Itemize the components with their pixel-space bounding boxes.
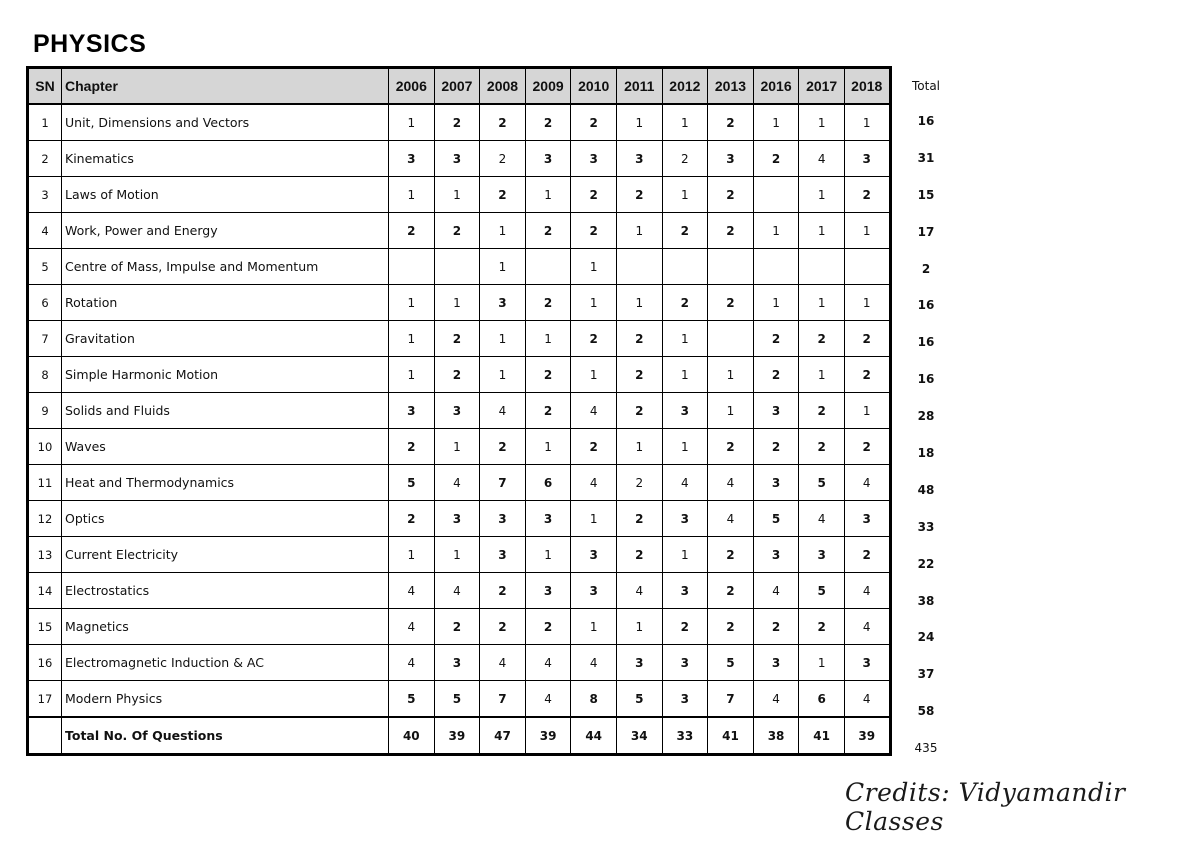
row-year-count: 1 <box>389 104 435 141</box>
total-row-year-count: 39 <box>844 717 890 755</box>
row-year-count: 4 <box>434 465 480 501</box>
total-row-year-count: 38 <box>753 717 799 755</box>
table-row <box>28 681 891 718</box>
row-year-count: 2 <box>480 429 526 465</box>
row-year-count: 1 <box>525 177 571 213</box>
row-year-count: 5 <box>799 573 845 609</box>
row-year-count: 2 <box>616 393 662 429</box>
row-year-count: 3 <box>662 573 708 609</box>
row-year-count: 3 <box>525 573 571 609</box>
row-year-count: 3 <box>434 141 480 177</box>
row-year-count: 1 <box>844 285 890 321</box>
row-year-count: 1 <box>571 285 617 321</box>
total-row-year-count: 39 <box>525 717 571 755</box>
row-year-count: 2 <box>662 609 708 645</box>
row-year-count: 2 <box>844 537 890 573</box>
row-year-count: 2 <box>571 177 617 213</box>
row-year-count: 1 <box>799 177 845 213</box>
row-chapter: Kinematics <box>62 141 389 177</box>
row-sn: 10 <box>28 429 62 465</box>
row-chapter: Work, Power and Energy <box>62 213 389 249</box>
row-year-count: 1 <box>844 393 890 429</box>
row-year-count: 3 <box>480 285 526 321</box>
row-year-count: 2 <box>753 141 799 177</box>
row-year-count: 1 <box>389 285 435 321</box>
header-year: 2007 <box>434 68 480 105</box>
row-year-count: 1 <box>571 249 617 285</box>
row-year-count: 3 <box>389 141 435 177</box>
row-year-count: 1 <box>799 285 845 321</box>
row-year-count: 1 <box>662 104 708 141</box>
total-row-year-count: 47 <box>480 717 526 755</box>
table-row <box>28 104 891 141</box>
row-year-count: 4 <box>389 645 435 681</box>
row-year-count: 2 <box>480 609 526 645</box>
row-sn: 11 <box>28 465 62 501</box>
row-year-count: 1 <box>434 177 480 213</box>
row-year-count: 5 <box>434 681 480 718</box>
row-chapter: Heat and Thermodynamics <box>62 465 389 501</box>
total-row <box>28 717 891 755</box>
row-year-count: 2 <box>389 501 435 537</box>
row-year-count: 4 <box>525 645 571 681</box>
row-year-count: 1 <box>799 104 845 141</box>
header-year: 2009 <box>525 68 571 105</box>
row-year-count: 1 <box>662 321 708 357</box>
row-year-count: 2 <box>389 429 435 465</box>
row-year-count: 2 <box>434 213 480 249</box>
row-year-count: 1 <box>662 357 708 393</box>
row-total: 2 <box>921 261 931 276</box>
row-sn: 14 <box>28 573 62 609</box>
table-row <box>28 321 891 357</box>
row-year-count: 3 <box>389 393 435 429</box>
row-year-count: 2 <box>571 213 617 249</box>
row-total: 17 <box>917 224 935 239</box>
row-sn: 17 <box>28 681 62 718</box>
row-year-count: 2 <box>616 357 662 393</box>
table-body <box>28 104 891 755</box>
total-row-year-count: 44 <box>571 717 617 755</box>
row-year-count <box>753 177 799 213</box>
row-year-count: 4 <box>525 681 571 718</box>
header-year: 2018 <box>844 68 890 105</box>
row-year-count: 1 <box>480 357 526 393</box>
row-total: 16 <box>917 372 935 387</box>
row-sn: 12 <box>28 501 62 537</box>
table-row <box>28 357 891 393</box>
row-total: 31 <box>917 150 935 165</box>
row-year-count: 3 <box>708 141 754 177</box>
row-year-count: 1 <box>708 393 754 429</box>
table-row <box>28 609 891 645</box>
row-year-count: 5 <box>389 465 435 501</box>
row-year-count <box>844 249 890 285</box>
totals-column <box>896 69 956 767</box>
row-year-count: 5 <box>616 681 662 718</box>
row-year-count: 2 <box>480 573 526 609</box>
total-row-year-count: 39 <box>434 717 480 755</box>
row-year-count: 1 <box>571 357 617 393</box>
row-year-count: 7 <box>480 465 526 501</box>
row-year-count: 2 <box>844 429 890 465</box>
row-year-count: 1 <box>616 285 662 321</box>
row-year-count: 2 <box>662 141 708 177</box>
row-year-count: 1 <box>753 104 799 141</box>
row-year-count: 1 <box>799 213 845 249</box>
row-year-count: 4 <box>708 501 754 537</box>
row-year-count: 1 <box>662 177 708 213</box>
row-year-count: 4 <box>799 501 845 537</box>
table-row <box>28 141 891 177</box>
row-year-count <box>753 249 799 285</box>
total-row-year-count: 34 <box>616 717 662 755</box>
row-year-count <box>389 249 435 285</box>
row-year-count: 1 <box>799 357 845 393</box>
row-year-count <box>525 249 571 285</box>
row-sn: 9 <box>28 393 62 429</box>
row-year-count: 2 <box>708 429 754 465</box>
row-chapter: Centre of Mass, Impulse and Momentum <box>62 249 389 285</box>
row-year-count: 3 <box>753 465 799 501</box>
row-total: 18 <box>917 446 935 461</box>
row-year-count: 4 <box>844 465 890 501</box>
table-row <box>28 501 891 537</box>
row-total: 24 <box>917 630 935 645</box>
row-year-count: 4 <box>389 573 435 609</box>
row-year-count: 3 <box>480 501 526 537</box>
row-year-count: 3 <box>571 141 617 177</box>
row-year-count: 3 <box>434 645 480 681</box>
row-year-count: 4 <box>571 393 617 429</box>
row-year-count: 2 <box>616 177 662 213</box>
row-year-count: 2 <box>753 357 799 393</box>
table-row <box>28 177 891 213</box>
row-year-count <box>708 321 754 357</box>
row-year-count: 4 <box>844 681 890 718</box>
row-year-count: 2 <box>844 177 890 213</box>
row-chapter: Laws of Motion <box>62 177 389 213</box>
row-year-count: 3 <box>844 501 890 537</box>
row-sn: 6 <box>28 285 62 321</box>
row-year-count: 1 <box>571 501 617 537</box>
row-year-count: 1 <box>434 537 480 573</box>
row-total: 37 <box>917 667 935 682</box>
row-year-count: 1 <box>389 357 435 393</box>
total-row-year-count: 41 <box>708 717 754 755</box>
row-year-count: 1 <box>480 213 526 249</box>
total-row-sn <box>28 717 62 755</box>
row-year-count: 1 <box>480 321 526 357</box>
table-header-row <box>28 68 891 105</box>
row-year-count: 4 <box>434 573 480 609</box>
row-chapter: Optics <box>62 501 389 537</box>
row-sn: 16 <box>28 645 62 681</box>
row-year-count: 2 <box>525 609 571 645</box>
row-year-count: 1 <box>616 104 662 141</box>
header-sn: SN <box>28 68 62 105</box>
row-total: 33 <box>917 519 935 534</box>
row-year-count: 7 <box>708 681 754 718</box>
row-year-count: 4 <box>480 393 526 429</box>
row-year-count: 1 <box>662 429 708 465</box>
row-chapter: Unit, Dimensions and Vectors <box>62 104 389 141</box>
row-year-count: 1 <box>389 177 435 213</box>
row-year-count: 2 <box>753 429 799 465</box>
header-year: 2011 <box>616 68 662 105</box>
row-year-count: 3 <box>662 393 708 429</box>
row-year-count: 2 <box>616 321 662 357</box>
header-year: 2006 <box>389 68 435 105</box>
row-year-count: 2 <box>480 141 526 177</box>
table-row <box>28 465 891 501</box>
row-total: 15 <box>917 187 935 202</box>
table-row <box>28 249 891 285</box>
table-row <box>28 429 891 465</box>
row-year-count: 4 <box>389 609 435 645</box>
row-year-count: 1 <box>434 285 480 321</box>
row-chapter: Modern Physics <box>62 681 389 718</box>
row-year-count: 2 <box>662 285 708 321</box>
row-year-count: 2 <box>708 573 754 609</box>
row-year-count: 2 <box>708 104 754 141</box>
row-sn: 4 <box>28 213 62 249</box>
row-year-count: 1 <box>525 429 571 465</box>
row-year-count: 2 <box>799 609 845 645</box>
row-year-count: 2 <box>799 393 845 429</box>
row-total: 16 <box>917 114 935 128</box>
row-chapter: Electromagnetic Induction & AC <box>62 645 389 681</box>
row-total: 58 <box>917 704 935 719</box>
row-year-count: 3 <box>753 645 799 681</box>
row-year-count: 2 <box>434 321 480 357</box>
row-year-count: 1 <box>844 104 890 141</box>
row-sn: 8 <box>28 357 62 393</box>
total-row-year-count: 40 <box>389 717 435 755</box>
row-year-count: 5 <box>708 645 754 681</box>
row-year-count: 3 <box>616 141 662 177</box>
row-year-count: 1 <box>571 609 617 645</box>
row-year-count: 4 <box>708 465 754 501</box>
row-year-count: 1 <box>616 213 662 249</box>
row-year-count: 3 <box>662 645 708 681</box>
row-chapter: Solids and Fluids <box>62 393 389 429</box>
header-year: 2013 <box>708 68 754 105</box>
row-year-count: 1 <box>525 321 571 357</box>
row-year-count: 2 <box>753 609 799 645</box>
row-year-count: 2 <box>434 357 480 393</box>
page-title: PHYSICS <box>33 30 147 58</box>
row-year-count: 2 <box>389 213 435 249</box>
row-year-count: 3 <box>844 141 890 177</box>
row-year-count: 4 <box>753 681 799 718</box>
row-year-count: 2 <box>662 213 708 249</box>
row-year-count: 2 <box>844 321 890 357</box>
row-year-count: 2 <box>525 393 571 429</box>
row-year-count: 6 <box>525 465 571 501</box>
row-chapter: Gravitation <box>62 321 389 357</box>
row-year-count: 3 <box>799 537 845 573</box>
row-year-count: 2 <box>844 357 890 393</box>
row-year-count: 2 <box>708 537 754 573</box>
row-year-count: 1 <box>480 249 526 285</box>
total-row-year-count: 33 <box>662 717 708 755</box>
row-year-count: 6 <box>799 681 845 718</box>
row-year-count: 3 <box>434 393 480 429</box>
table-row <box>28 573 891 609</box>
header-year: 2010 <box>571 68 617 105</box>
row-year-count: 1 <box>799 645 845 681</box>
row-year-count: 2 <box>616 501 662 537</box>
table-row <box>28 285 891 321</box>
row-year-count: 4 <box>799 141 845 177</box>
row-year-count: 3 <box>662 501 708 537</box>
row-chapter: Waves <box>62 429 389 465</box>
row-chapter: Current Electricity <box>62 537 389 573</box>
header-year: 2008 <box>480 68 526 105</box>
row-year-count: 4 <box>844 573 890 609</box>
row-chapter: Electrostatics <box>62 573 389 609</box>
row-year-count <box>799 249 845 285</box>
credits-text: Credits: Vidyamandir Classes <box>845 778 1126 836</box>
row-year-count: 1 <box>434 429 480 465</box>
row-year-count: 3 <box>616 645 662 681</box>
header-total: Total <box>911 79 941 93</box>
row-sn: 7 <box>28 321 62 357</box>
row-year-count <box>616 249 662 285</box>
row-total: 16 <box>917 335 935 350</box>
row-year-count: 1 <box>662 537 708 573</box>
row-year-count: 2 <box>571 104 617 141</box>
row-year-count: 2 <box>571 429 617 465</box>
row-year-count: 2 <box>434 104 480 141</box>
row-year-count: 3 <box>844 645 890 681</box>
row-sn: 1 <box>28 104 62 141</box>
grand-total: 435 <box>914 741 938 756</box>
row-year-count: 2 <box>708 285 754 321</box>
row-year-count: 1 <box>525 537 571 573</box>
row-year-count: 5 <box>389 681 435 718</box>
row-year-count: 2 <box>480 104 526 141</box>
row-year-count: 2 <box>708 609 754 645</box>
row-total: 16 <box>917 298 935 313</box>
row-year-count: 4 <box>480 645 526 681</box>
table-row <box>28 645 891 681</box>
row-year-count: 8 <box>571 681 617 718</box>
row-total: 38 <box>917 593 935 608</box>
row-year-count: 1 <box>389 537 435 573</box>
row-year-count: 5 <box>753 501 799 537</box>
row-sn: 13 <box>28 537 62 573</box>
row-year-count: 3 <box>662 681 708 718</box>
row-year-count: 2 <box>525 285 571 321</box>
row-year-count: 4 <box>571 645 617 681</box>
row-year-count: 2 <box>799 321 845 357</box>
row-year-count: 1 <box>708 357 754 393</box>
row-chapter: Magnetics <box>62 609 389 645</box>
row-year-count: 4 <box>844 609 890 645</box>
row-year-count: 3 <box>571 573 617 609</box>
row-year-count: 2 <box>525 357 571 393</box>
row-sn: 3 <box>28 177 62 213</box>
row-year-count: 2 <box>480 177 526 213</box>
row-sn: 5 <box>28 249 62 285</box>
row-year-count: 2 <box>753 321 799 357</box>
row-total: 28 <box>917 409 935 424</box>
row-year-count <box>662 249 708 285</box>
row-year-count: 1 <box>616 429 662 465</box>
row-year-count: 5 <box>799 465 845 501</box>
table-row <box>28 213 891 249</box>
row-year-count: 2 <box>799 429 845 465</box>
total-row-year-count: 41 <box>799 717 845 755</box>
row-year-count: 3 <box>434 501 480 537</box>
row-year-count: 4 <box>753 573 799 609</box>
row-year-count: 3 <box>753 537 799 573</box>
row-year-count: 3 <box>753 393 799 429</box>
row-year-count: 2 <box>708 213 754 249</box>
table-row <box>28 537 891 573</box>
row-year-count: 2 <box>616 465 662 501</box>
row-year-count: 4 <box>571 465 617 501</box>
row-year-count: 1 <box>389 321 435 357</box>
row-year-count: 1 <box>753 285 799 321</box>
row-chapter: Simple Harmonic Motion <box>62 357 389 393</box>
row-year-count <box>434 249 480 285</box>
total-row-label: Total No. Of Questions <box>62 717 389 755</box>
row-year-count: 1 <box>844 213 890 249</box>
row-year-count: 1 <box>753 213 799 249</box>
row-year-count: 3 <box>571 537 617 573</box>
table-row <box>28 393 891 429</box>
row-year-count: 3 <box>525 501 571 537</box>
row-year-count: 4 <box>616 573 662 609</box>
row-year-count: 2 <box>525 213 571 249</box>
row-sn: 15 <box>28 609 62 645</box>
row-chapter: Rotation <box>62 285 389 321</box>
row-year-count <box>708 249 754 285</box>
question-distribution-table <box>26 66 892 756</box>
row-year-count: 2 <box>616 537 662 573</box>
row-total: 48 <box>917 482 935 497</box>
row-year-count: 4 <box>662 465 708 501</box>
header-year: 2012 <box>662 68 708 105</box>
row-year-count: 2 <box>434 609 480 645</box>
row-year-count: 2 <box>571 321 617 357</box>
row-year-count: 2 <box>525 104 571 141</box>
row-year-count: 7 <box>480 681 526 718</box>
row-sn: 2 <box>28 141 62 177</box>
header-year: 2016 <box>753 68 799 105</box>
header-chapter: Chapter <box>62 68 389 105</box>
row-total: 22 <box>917 556 935 571</box>
row-year-count: 1 <box>616 609 662 645</box>
row-year-count: 3 <box>480 537 526 573</box>
header-year: 2017 <box>799 68 845 105</box>
row-year-count: 2 <box>708 177 754 213</box>
row-year-count: 3 <box>525 141 571 177</box>
